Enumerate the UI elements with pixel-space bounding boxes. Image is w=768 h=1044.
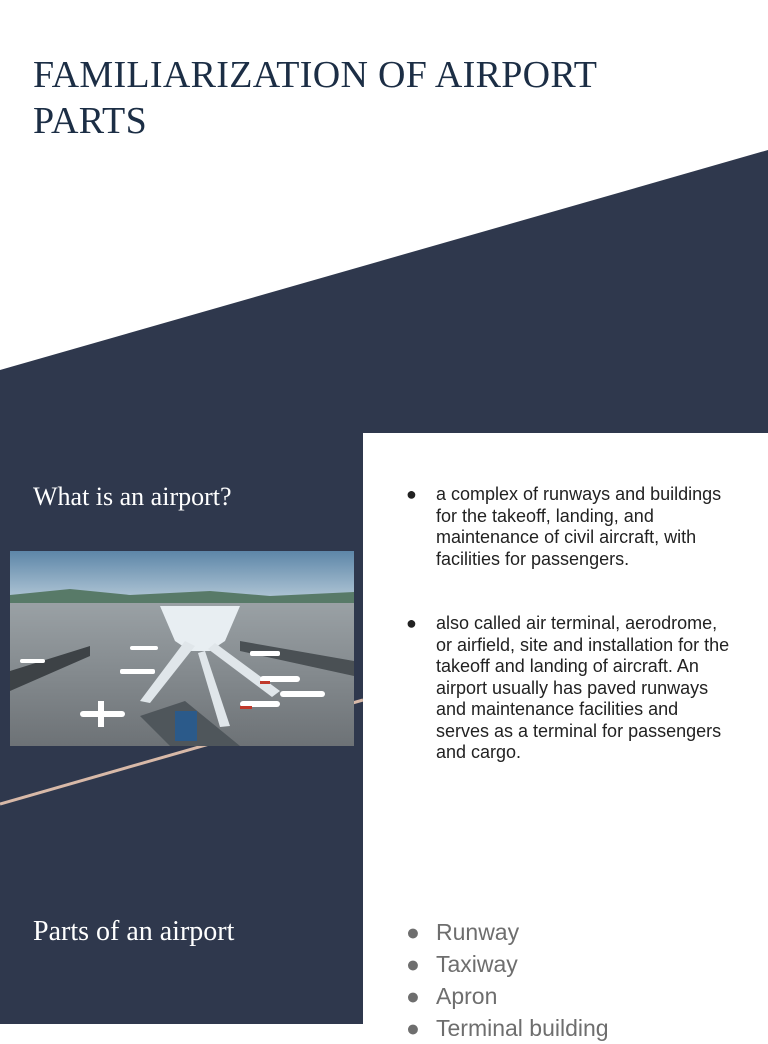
airport-parts-list (400, 916, 609, 1044)
part-label: Taxiway (436, 951, 518, 977)
list-item (400, 916, 609, 948)
part-label: Terminal building (436, 1015, 609, 1041)
list-item (400, 980, 609, 1012)
airport-definition-list (400, 484, 730, 807)
bullet-icon: ● (406, 1015, 420, 1041)
airport-photo-illustration (10, 551, 354, 746)
definition-text: also called air terminal, aerodrome, or airfield, site and installation for the takeoff and landing of aircraft. An airport usually has paved runways and maintenance facilities and serves as a terminal for passengers and cargo. (436, 613, 730, 762)
bullet-icon: ● (406, 951, 420, 977)
bullet-icon: ● (406, 613, 417, 633)
page-title: FAMILIARIZATION OF AIRPORT PARTS (33, 54, 597, 142)
list-item (400, 948, 609, 980)
list-item (400, 1012, 609, 1044)
part-label: Runway (436, 919, 520, 945)
what-is-airport-heading: What is an airport? (33, 482, 232, 511)
list-item (400, 484, 730, 570)
bullet-icon: ● (406, 484, 417, 504)
parts-of-airport-heading: Parts of an airport (33, 916, 235, 947)
bullet-icon: ● (406, 983, 420, 1009)
bullet-icon: ● (406, 919, 420, 945)
list-item (400, 613, 730, 764)
airport-aerial-photo (10, 551, 354, 746)
part-label: Apron (436, 983, 498, 1009)
definition-text: a complex of runways and buildings for the takeoff, landing, and maintenance of civil aircraft, with facilities for passengers. (436, 484, 722, 569)
